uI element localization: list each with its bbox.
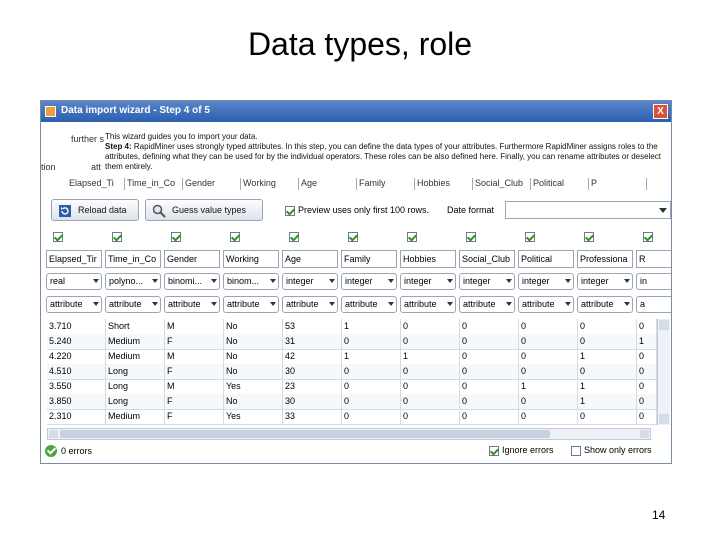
value-type-value: integer: [522, 276, 550, 286]
preview-label: Preview uses only first 100 rows.: [298, 205, 430, 215]
close-button[interactable]: X: [653, 104, 668, 119]
column-name-field[interactable]: Political: [518, 250, 574, 268]
chevron-down-icon: [329, 302, 335, 306]
table-cell: 0: [460, 364, 519, 379]
role-value: attribute: [50, 299, 83, 309]
data-preview-table: [47, 319, 657, 425]
table-cell: Short: [106, 319, 165, 334]
header-strip-cell: Age: [299, 178, 357, 190]
value-type-value: real: [50, 276, 66, 286]
value-type-dropdown[interactable]: [341, 273, 397, 290]
table-cell: Long: [106, 379, 165, 394]
chevron-down-icon: [93, 279, 99, 283]
table-cell: F: [165, 409, 224, 424]
window-titlebar[interactable]: [41, 101, 671, 122]
chevron-down-icon: [624, 279, 630, 283]
role-dropdown[interactable]: [577, 296, 633, 313]
magnifier-icon: [152, 204, 166, 218]
table-cell: 23: [283, 379, 342, 394]
ignore-errors-label: Ignore errors: [502, 445, 554, 455]
use-column-checkbox[interactable]: [112, 232, 122, 242]
table-row: [47, 409, 657, 425]
table-cell: 0: [519, 334, 578, 349]
role-dropdown[interactable]: [282, 296, 338, 313]
role-dropdown[interactable]: [459, 296, 515, 313]
table-cell: 0: [342, 394, 401, 409]
table-cell: 0: [401, 394, 460, 409]
reload-data-label: Reload data: [78, 205, 127, 215]
slide-title: Data types, role: [247, 26, 473, 62]
chevron-down-icon: [211, 302, 217, 306]
use-column-checkbox[interactable]: [348, 232, 358, 242]
header-strip-cell: Hobbies: [415, 178, 473, 190]
table-cell: 0: [519, 319, 578, 334]
chevron-down-icon: [329, 279, 335, 283]
value-type-dropdown[interactable]: [577, 273, 633, 290]
guess-value-types-button[interactable]: [145, 199, 263, 221]
background-header-strip: [67, 178, 671, 190]
table-cell: M: [165, 349, 224, 364]
error-count: 0 errors: [61, 446, 93, 456]
header-strip-cell: Social_Club: [473, 178, 531, 190]
table-cell: 0: [637, 394, 657, 409]
table-cell: 0: [460, 349, 519, 364]
preview-first-rows-option[interactable]: [285, 205, 429, 216]
vertical-scrollbar[interactable]: [657, 319, 670, 425]
chevron-down-icon: [270, 279, 276, 283]
table-cell: 0: [460, 334, 519, 349]
table-row: [47, 349, 657, 365]
table-cell: 0: [578, 319, 637, 334]
table-cell: 0: [637, 349, 657, 364]
background-text-further: further s: [71, 134, 105, 144]
header-strip-cell: P: [589, 178, 647, 190]
header-strip-cell: Family: [357, 178, 415, 190]
header-strip-cell: Elapsed_Ti: [67, 178, 125, 190]
table-cell: 0: [460, 409, 519, 424]
chevron-down-icon: [270, 302, 276, 306]
scroll-up-arrow[interactable]: [659, 320, 669, 330]
table-cell: No: [224, 334, 283, 349]
table-cell: 3.550: [47, 379, 106, 394]
ignore-errors-checkbox[interactable]: [489, 446, 499, 456]
info-intro: This wizard guides you to import your data.: [105, 132, 258, 141]
scroll-right-arrow[interactable]: [640, 430, 649, 438]
role-value: attribute: [463, 299, 496, 309]
table-cell: 0: [637, 379, 657, 394]
value-type-value: integer: [286, 276, 314, 286]
header-strip-cell: Working: [241, 178, 299, 190]
role-dropdown[interactable]: [518, 296, 574, 313]
guess-value-types-label: Guess value types: [172, 205, 247, 215]
chevron-down-icon: [447, 302, 453, 306]
table-cell: 0: [519, 394, 578, 409]
use-column-checkbox[interactable]: [53, 232, 63, 242]
role-value: attribute: [168, 299, 201, 309]
slide-number: 14: [652, 508, 666, 522]
column-name-field[interactable]: Social_Club: [459, 250, 515, 268]
table-row: [47, 319, 657, 335]
table-cell: 1: [578, 349, 637, 364]
table-cell: No: [224, 319, 283, 334]
table-cell: 0: [342, 379, 401, 394]
role-dropdown[interactable]: [46, 296, 102, 313]
role-dropdown[interactable]: [341, 296, 397, 313]
use-column-checkbox[interactable]: [466, 232, 476, 242]
chevron-down-icon: [211, 279, 217, 283]
table-cell: 30: [283, 364, 342, 379]
role-dropdown[interactable]: [105, 296, 161, 313]
window-title: Data import wizard - Step 4 of 5: [61, 105, 210, 116]
reload-icon: [58, 204, 72, 218]
table-row: [47, 379, 657, 395]
ignore-errors-option[interactable]: [489, 445, 554, 456]
column-name-field[interactable]: Time_in_Co: [105, 250, 161, 268]
chevron-down-icon: [506, 302, 512, 306]
table-cell: 1: [578, 379, 637, 394]
info-description: RapidMiner uses strongly typed attributes. In this step, you can define the data types of your attributes. Furthermore RapidMiner assigns roles to the attributes, defining what they can be used for by the individual operators. These roles can be also defined here. Finally, you can rename attributes or deselect them entirely.: [105, 142, 662, 171]
column-name-field[interactable]: Elapsed_Tir: [46, 250, 102, 268]
column-name-field[interactable]: Age: [282, 250, 338, 268]
use-column-checkbox[interactable]: [643, 232, 653, 242]
role-dropdown[interactable]: [636, 296, 672, 313]
app-icon: [45, 106, 56, 117]
table-cell: No: [224, 349, 283, 364]
table-cell: 0: [401, 364, 460, 379]
chevron-down-icon: [565, 302, 571, 306]
chevron-down-icon: [388, 279, 394, 283]
table-cell: 0: [401, 334, 460, 349]
scroll-down-arrow[interactable]: [659, 414, 669, 424]
role-value: attribute: [404, 299, 437, 309]
date-format-label: Date format: [447, 205, 495, 215]
wizard-info-panel: [105, 132, 671, 182]
table-cell: F: [165, 334, 224, 349]
value-type-value: integer: [463, 276, 491, 286]
column-name-field[interactable]: Hobbies: [400, 250, 456, 268]
table-cell: M: [165, 379, 224, 394]
table-cell: 1: [342, 349, 401, 364]
table-cell: 0: [460, 394, 519, 409]
column-name-field[interactable]: Gender: [164, 250, 220, 268]
preview-checkbox[interactable]: [285, 206, 295, 216]
reload-data-button[interactable]: [51, 199, 139, 221]
role-dropdown[interactable]: [400, 296, 456, 313]
table-cell: Medium: [106, 349, 165, 364]
table-cell: M: [165, 319, 224, 334]
data-import-wizard-window: [40, 100, 672, 464]
table-cell: 1: [637, 334, 657, 349]
horizontal-scroll-thumb[interactable]: [60, 430, 550, 438]
table-row: [47, 394, 657, 410]
background-text-att: att: [91, 162, 102, 172]
horizontal-scrollbar[interactable]: [47, 428, 651, 440]
value-type-value: polyno...: [109, 276, 144, 286]
status-bar: [43, 444, 669, 460]
table-cell: F: [165, 364, 224, 379]
table-cell: 3.710: [47, 319, 106, 334]
table-cell: No: [224, 364, 283, 379]
table-cell: 0: [401, 409, 460, 424]
column-name-field[interactable]: Family: [341, 250, 397, 268]
role-value: attribute: [286, 299, 319, 309]
table-cell: 0: [342, 364, 401, 379]
chevron-down-icon: [624, 302, 630, 306]
table-cell: 0: [519, 349, 578, 364]
value-type-dropdown[interactable]: [518, 273, 574, 290]
value-type-value: integer: [345, 276, 373, 286]
table-cell: 4.220: [47, 349, 106, 364]
value-type-dropdown[interactable]: [164, 273, 220, 290]
table-cell: No: [224, 394, 283, 409]
table-cell: 1: [578, 394, 637, 409]
table-cell: 53: [283, 319, 342, 334]
table-cell: 0: [401, 379, 460, 394]
scroll-left-arrow[interactable]: [49, 430, 58, 438]
use-column-checkbox[interactable]: [407, 232, 417, 242]
table-cell: Yes: [224, 409, 283, 424]
use-column-checkbox[interactable]: [289, 232, 299, 242]
table-cell: 0: [637, 319, 657, 334]
table-cell: 42: [283, 349, 342, 364]
chevron-down-icon: [565, 279, 571, 283]
table-cell: 0: [578, 409, 637, 424]
table-cell: 1: [519, 379, 578, 394]
use-column-checkbox[interactable]: [171, 232, 181, 242]
table-cell: 30: [283, 394, 342, 409]
role-value: attribute: [522, 299, 555, 309]
table-cell: Long: [106, 364, 165, 379]
role-value: a: [640, 299, 646, 309]
use-column-checkbox[interactable]: [525, 232, 535, 242]
table-cell: Yes: [224, 379, 283, 394]
header-strip-cell: Gender: [183, 178, 241, 190]
table-cell: F: [165, 394, 224, 409]
wizard-toolbar: [49, 199, 665, 223]
table-cell: 0: [519, 364, 578, 379]
role-value: attribute: [345, 299, 378, 309]
value-type-value: in: [640, 276, 648, 286]
header-strip-cell: Time_in_Co: [125, 178, 183, 190]
column-name-field[interactable]: Professiona: [577, 250, 633, 268]
background-text-tion: tion: [41, 162, 56, 172]
table-cell: 33: [283, 409, 342, 424]
table-cell: 3.850: [47, 394, 106, 409]
value-type-dropdown[interactable]: [282, 273, 338, 290]
role-value: attribute: [109, 299, 142, 309]
table-cell: 4.510: [47, 364, 106, 379]
value-type-dropdown[interactable]: [46, 273, 102, 290]
table-cell: Long: [106, 394, 165, 409]
value-type-value: binom...: [227, 276, 260, 286]
table-cell: 0: [460, 319, 519, 334]
chevron-down-icon: [152, 279, 158, 283]
table-cell: Medium: [106, 409, 165, 424]
show-only-errors-label: Show only errors: [584, 445, 652, 455]
table-cell: 0: [342, 409, 401, 424]
table-cell: 31: [283, 334, 342, 349]
chevron-down-icon: [659, 208, 667, 213]
show-only-errors-checkbox[interactable]: [571, 446, 581, 456]
table-cell: 1: [342, 319, 401, 334]
date-format-dropdown[interactable]: [505, 201, 671, 219]
value-type-dropdown[interactable]: [636, 273, 672, 290]
value-type-value: integer: [581, 276, 609, 286]
column-name-field[interactable]: R: [636, 250, 672, 268]
value-type-dropdown[interactable]: [400, 273, 456, 290]
table-cell: 1: [401, 349, 460, 364]
table-cell: 0: [401, 319, 460, 334]
value-type-dropdown[interactable]: [459, 273, 515, 290]
role-dropdown[interactable]: [164, 296, 220, 313]
header-strip-cell: Political: [531, 178, 589, 190]
chevron-down-icon: [152, 302, 158, 306]
check-circle-icon: [45, 445, 57, 457]
use-column-checkbox[interactable]: [230, 232, 240, 242]
chevron-down-icon: [506, 279, 512, 283]
value-type-value: binomi...: [168, 276, 203, 286]
table-row: [47, 364, 657, 380]
role-dropdown[interactable]: [223, 296, 279, 313]
role-value: attribute: [227, 299, 260, 309]
table-cell: 0: [637, 364, 657, 379]
table-cell: 0: [460, 379, 519, 394]
table-cell: 0: [637, 409, 657, 424]
table-cell: 0: [519, 409, 578, 424]
table-cell: Medium: [106, 334, 165, 349]
value-type-dropdown[interactable]: [105, 273, 161, 290]
value-type-value: integer: [404, 276, 432, 286]
show-only-errors-option[interactable]: [571, 445, 652, 456]
value-type-dropdown[interactable]: [223, 273, 279, 290]
table-cell: 0: [342, 334, 401, 349]
chevron-down-icon: [93, 302, 99, 306]
role-value: attribute: [581, 299, 614, 309]
table-cell: 2.310: [47, 409, 106, 424]
chevron-down-icon: [447, 279, 453, 283]
table-row: [47, 334, 657, 350]
table-cell: 0: [578, 364, 637, 379]
column-name-field[interactable]: Working: [223, 250, 279, 268]
table-cell: 0: [578, 334, 637, 349]
chevron-down-icon: [388, 302, 394, 306]
use-column-checkbox[interactable]: [584, 232, 594, 242]
table-cell: 5.240: [47, 334, 106, 349]
info-step-label: Step 4:: [105, 142, 132, 151]
